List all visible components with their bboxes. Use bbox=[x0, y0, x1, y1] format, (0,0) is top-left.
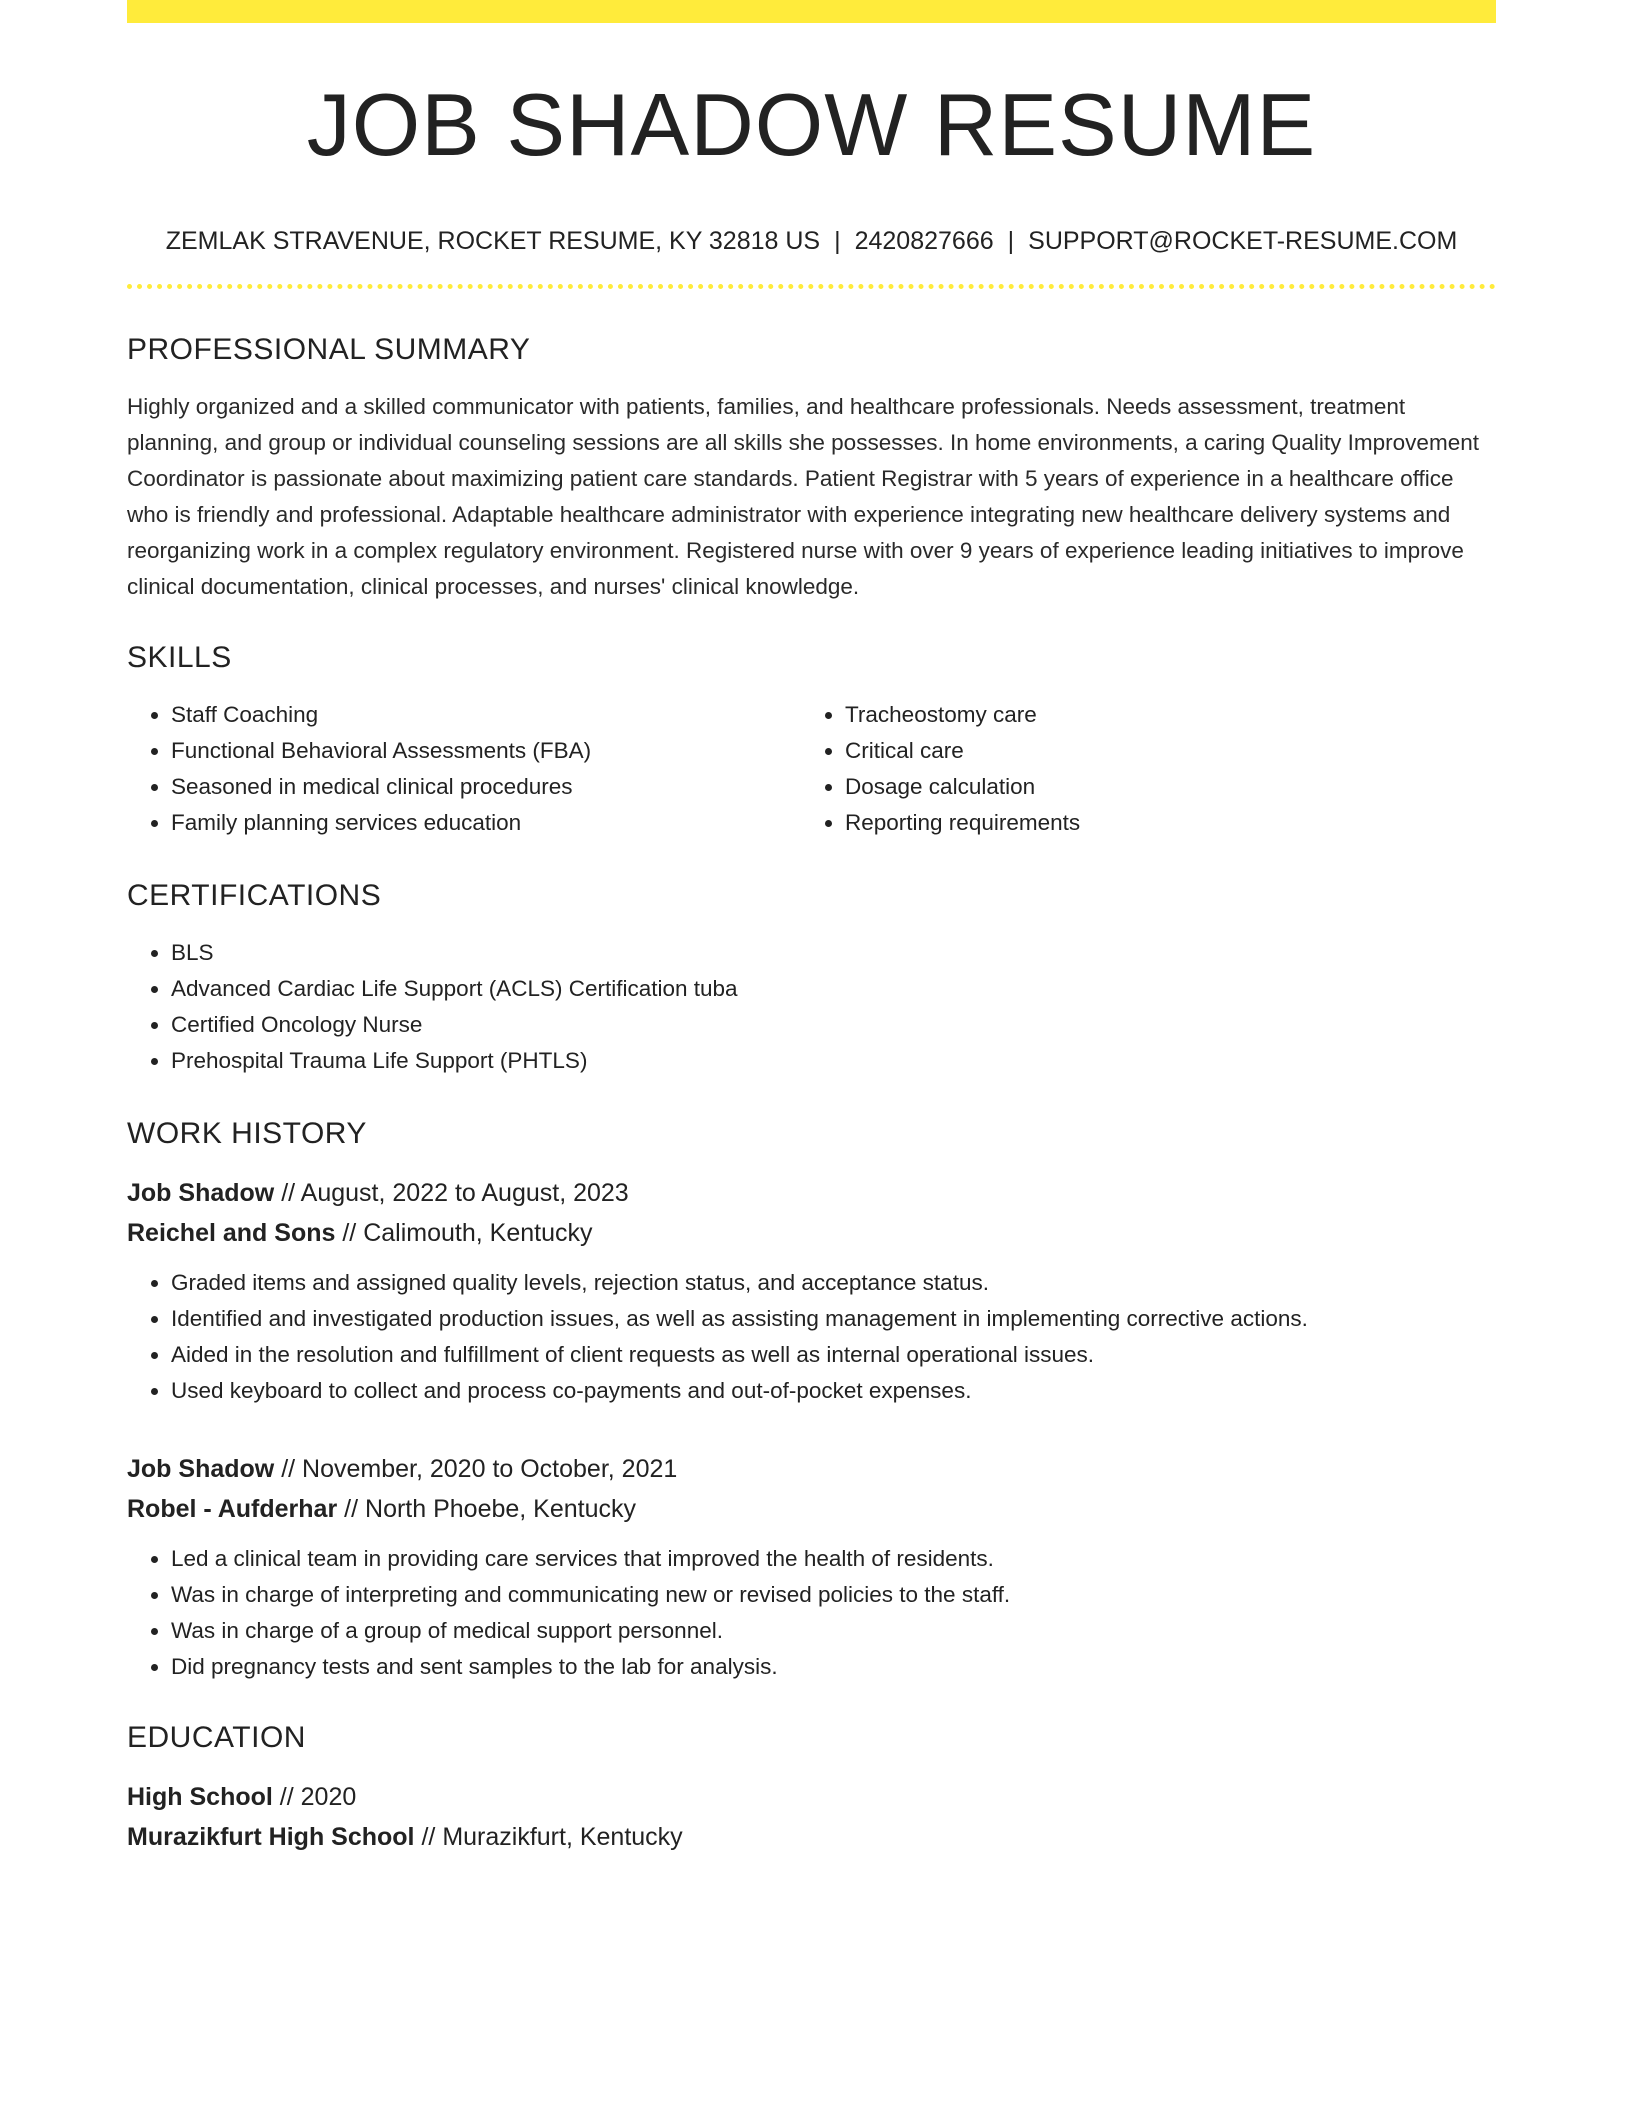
education-school: Murazikfurt High School bbox=[127, 1823, 415, 1851]
education-degree: High School bbox=[127, 1783, 273, 1811]
job-duty: • Used keyboard to collect and process co-payments and out-of-pocket expenses. bbox=[171, 1373, 1496, 1409]
job-separator: // bbox=[344, 1495, 359, 1523]
job-company-line bbox=[127, 1213, 1496, 1253]
summary-heading: PROFESSIONAL SUMMARY bbox=[127, 333, 531, 366]
education-degree-line bbox=[127, 1777, 1496, 1817]
job-separator: // bbox=[342, 1219, 357, 1247]
job-duties-list bbox=[127, 1265, 1496, 1409]
skill-item: • Critical care bbox=[845, 733, 1475, 769]
skill-item: • Seasoned in medical clinical procedures bbox=[171, 769, 801, 805]
job-separator: // bbox=[281, 1455, 296, 1483]
skill-item: • Family planning services education bbox=[171, 805, 801, 841]
job-duty: • Was in charge of a group of medical support personnel. bbox=[171, 1613, 1496, 1649]
job-company: Robel - Aufderhar bbox=[127, 1495, 338, 1523]
job-duty: • Graded items and assigned quality levels, rejection status, and acceptance status. bbox=[171, 1265, 1496, 1301]
job-duty: • Did pregnancy tests and sent samples to the lab for analysis. bbox=[171, 1649, 1496, 1685]
job-duties-list bbox=[127, 1541, 1496, 1685]
job-role-line bbox=[127, 1449, 1496, 1489]
resume-title: JOB SHADOW RESUME bbox=[306, 75, 1317, 174]
skills-heading: SKILLS bbox=[127, 641, 232, 674]
job-entry bbox=[127, 1173, 1496, 1409]
contact-separator: | bbox=[1007, 227, 1015, 255]
job-company-line bbox=[127, 1489, 1496, 1529]
job-dates: November, 2020 to October, 2021 bbox=[302, 1455, 678, 1483]
dotted-divider bbox=[127, 284, 1496, 289]
contact-email: SUPPORT@ROCKET-RESUME.COM bbox=[1028, 227, 1458, 255]
education-school-line bbox=[127, 1817, 1496, 1857]
education-separator: // bbox=[279, 1783, 294, 1811]
job-role: Job Shadow bbox=[127, 1179, 275, 1207]
education-heading: EDUCATION bbox=[127, 1721, 306, 1754]
skill-item: • Reporting requirements bbox=[845, 805, 1475, 841]
skills-column-right bbox=[801, 697, 1475, 841]
certification-item: • Advanced Cardiac Life Support (ACLS) Certification tuba bbox=[171, 971, 1496, 1007]
job-location: North Phoebe, Kentucky bbox=[365, 1495, 637, 1523]
job-company: Reichel and Sons bbox=[127, 1219, 336, 1247]
skill-item: • Staff Coaching bbox=[171, 697, 801, 733]
job-role-line bbox=[127, 1173, 1496, 1213]
job-dates: August, 2022 to August, 2023 bbox=[300, 1179, 629, 1207]
skill-item: • Tracheostomy care bbox=[845, 697, 1475, 733]
resume-page bbox=[127, 0, 1496, 1857]
top-accent-bar bbox=[127, 0, 1496, 23]
contact-line bbox=[127, 227, 1496, 256]
job-duty: • Aided in the resolution and fulfillment of client requests as well as internal operational issues. bbox=[171, 1337, 1496, 1373]
job-duty: • Was in charge of interpreting and communicating new or revised policies to the staff. bbox=[171, 1577, 1496, 1613]
contact-address: ZEMLAK STRAVENUE, ROCKET RESUME, KY 32818 US bbox=[165, 227, 821, 255]
certifications-list bbox=[127, 935, 1496, 1079]
education-location: Murazikfurt, Kentucky bbox=[442, 1823, 683, 1851]
education-entry bbox=[127, 1777, 1496, 1857]
education-year: 2020 bbox=[300, 1783, 357, 1811]
summary-text: Highly organized and a skilled communicator with patients, families, and healthcare professionals. Needs assessment, treatment planning, and group or individual counseling sessions are all skills she possesses. In home environments, a caring Quality Improvement Coordinator is passionate about maximizing patient care standards. Patient Registrar with 5 years of experience in a healthcare office who is friendly and professional. Adaptable healthcare administrator with experience integrating new healthcare delivery systems and reorganizing work in a complex regulatory environment. Registered nurse with over 9 years of experience leading initiatives to improve clinical documentation, clinical processes, and nurses' clinical knowledge. bbox=[127, 394, 1479, 599]
certification-item: • BLS bbox=[171, 935, 1496, 971]
certification-item: • Prehospital Trauma Life Support (PHTLS) bbox=[171, 1043, 1496, 1079]
job-role: Job Shadow bbox=[127, 1455, 275, 1483]
contact-separator: | bbox=[834, 227, 841, 255]
work-history-heading: WORK HISTORY bbox=[127, 1117, 367, 1150]
skills-column-left bbox=[127, 697, 801, 841]
contact-phone: 2420827666 bbox=[854, 227, 994, 255]
job-duty: • Led a clinical team in providing care services that improved the health of residents. bbox=[171, 1541, 1496, 1577]
job-separator: // bbox=[281, 1179, 296, 1207]
certifications-heading: CERTIFICATIONS bbox=[127, 879, 382, 912]
job-entry bbox=[127, 1449, 1496, 1685]
job-location: Calimouth, Kentucky bbox=[363, 1219, 593, 1247]
job-duty: • Identified and investigated production issues, as well as assisting management in implementing corrective actions. bbox=[171, 1301, 1496, 1337]
skill-item: • Functional Behavioral Assessments (FBA) bbox=[171, 733, 801, 769]
skills-list bbox=[127, 697, 1496, 841]
certification-item: • Certified Oncology Nurse bbox=[171, 1007, 1496, 1043]
education-separator: // bbox=[421, 1823, 436, 1851]
skill-item: • Dosage calculation bbox=[845, 769, 1475, 805]
